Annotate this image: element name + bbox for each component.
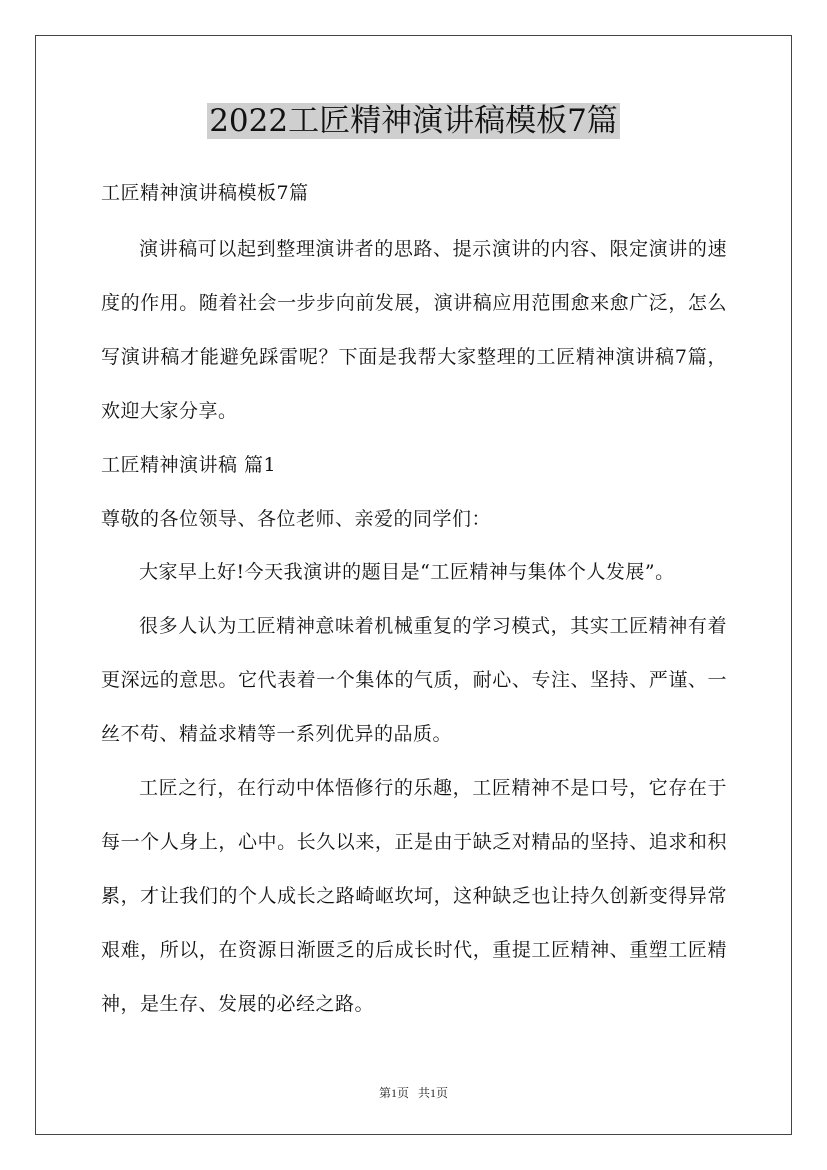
greeting-paragraph: 大家早上好!今天我演讲的题目是“工匠精神与集体个人发展”。 — [139, 561, 675, 583]
section-heading: 工匠精神演讲稿 篇1 — [101, 454, 277, 476]
document-subtitle: 工匠精神演讲稿模板7篇 — [101, 182, 309, 204]
document-title — [0, 100, 827, 142]
body-paragraph-2: 工匠之行，在行动中体悟修行的乐趣，工匠精神不是口号，它存在于每一个人身上，心中。长久以来，正是由于缺乏对精品的坚持、追求和积累，才让我们的个人成长之路崎岖坎坷，这种缺乏也让持久创新变得异常艰难，所以，在资源日渐匮乏的后成长时代，重提工匠精神、重塑工匠精神，是生存、发展的必经之路。 — [101, 777, 727, 1015]
body-paragraph-1: 很多人认为工匠精神意味着机械重复的学习模式，其实工匠精神有着更深远的意思。它代表着一个集体的气质，耐心、专注、坚持、严谨、一丝不苟、精益求精等一系列优异的品质。 — [101, 615, 727, 745]
salutation: 尊敬的各位领导、各位老师、亲爱的同学们： — [101, 508, 492, 530]
document-title-text: 2022工匠精神演讲稿模板7篇 — [209, 103, 618, 139]
intro-paragraph: 演讲稿可以起到整理演讲者的思路、提示演讲的内容、限定演讲的速度的作用。随着社会一步步向前发展，演讲稿应用范围愈来愈广泛，怎么写演讲稿才能避免踩雷呢？下面是我帮大家整理的工匠精神演讲稿7篇，欢迎大家分享。 — [101, 238, 727, 422]
page-footer: 第1页 共1页 — [378, 1086, 448, 1100]
